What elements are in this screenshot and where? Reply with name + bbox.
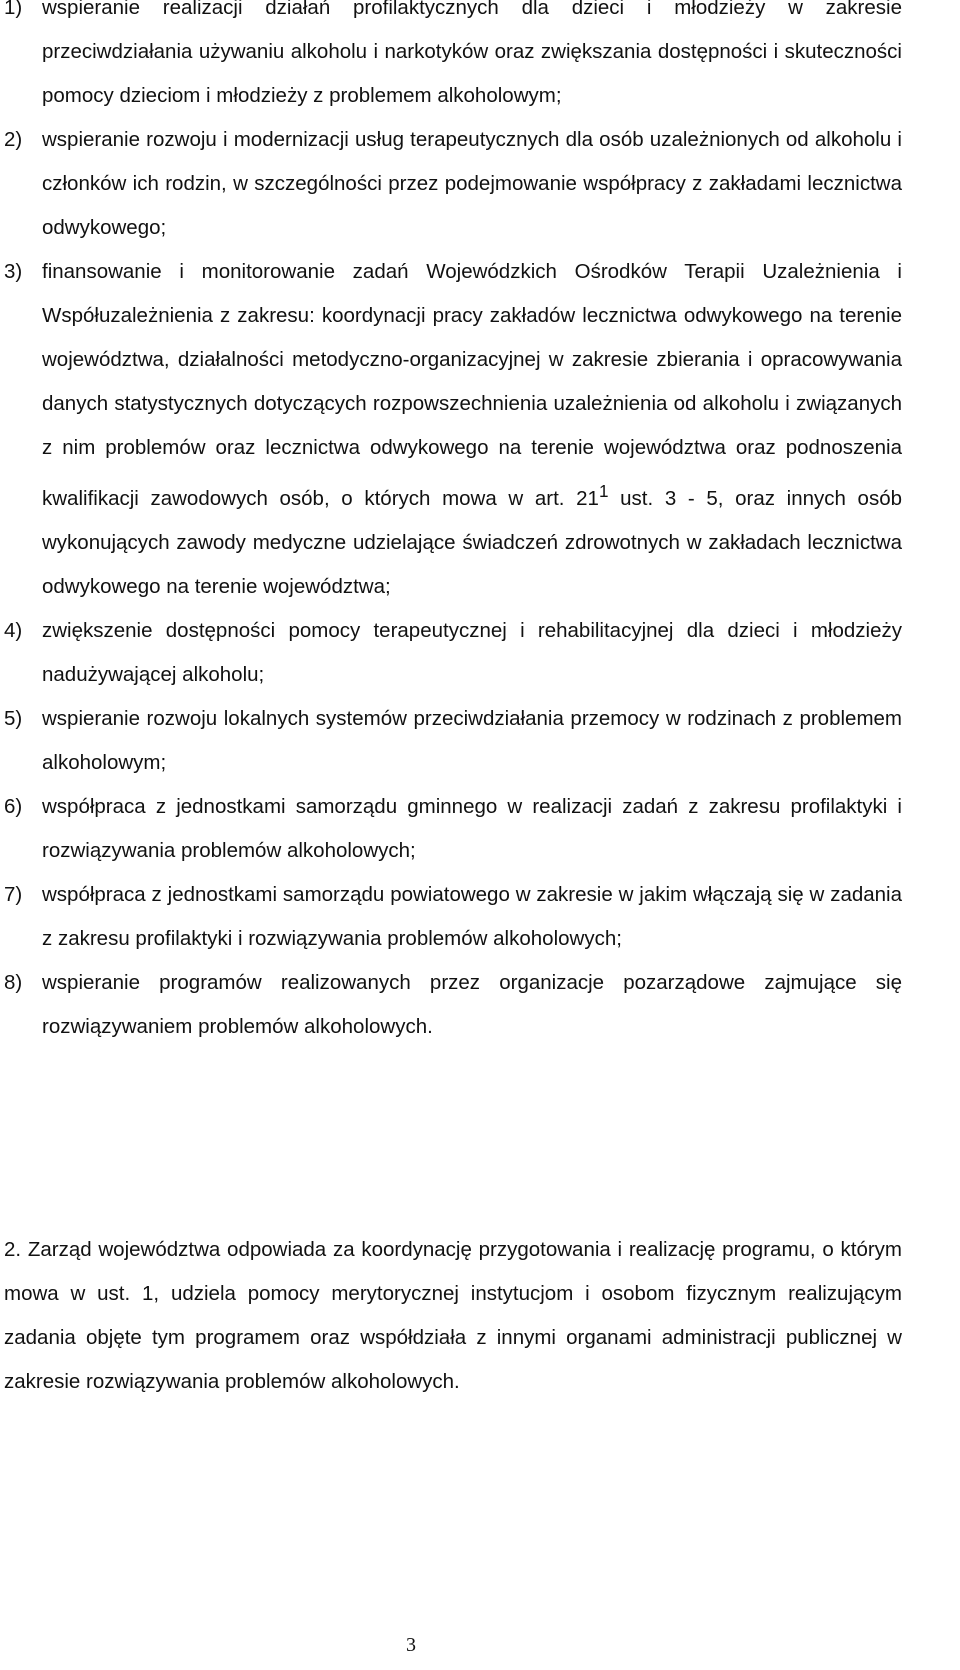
item-text-part: finansowanie i monitorowanie zadań Wojewódzkich Ośrodków Terapii Uzależnienia i Współuzależnienia z zakresu: koordynacji pracy zakładów lecznictwa odwykowego na terenie województwa, działalności metodyczno-organizacyjnej w zakresie zbierania i opracowywania danych statystycznych dotyczących rozpowszechnienia uzależnienia od alkoholu i związanych z nim problemów oraz lecznictwa odwykowego na terenie województwa oraz podnoszenia kwalifikacji zawodowych osób, o których mowa w art. 21 — [42, 260, 902, 510]
item-number: 2) — [4, 128, 23, 151]
item-text — [42, 250, 902, 609]
task-list — [4, 0, 902, 1049]
list-item — [4, 250, 902, 609]
item-text: wspieranie rozwoju lokalnych systemów przeciwdziałania przemocy w rodzinach z problemem alkoholowym; — [42, 706, 902, 774]
item-text-part: ust. 3 - 5, oraz innych osób wykonujących zawody medyczne udzielające świadczeń zdrowotnych w zakładach lecznictwa odwykowego na terenie województwa; — [42, 486, 903, 598]
item-number: 5) — [4, 706, 23, 730]
item-text: zwiększenie dostępności pomocy terapeutycznej i rehabilitacyjnej dla dzieci i młodzieży nadużywającej alkoholu; — [42, 618, 902, 686]
item-number: 7) — [4, 882, 23, 906]
list-item — [4, 118, 902, 250]
item-number: 1) — [4, 0, 23, 19]
item-text: wspieranie programów realizowanych przez organizacje pozarządowe zajmujące się rozwiązywaniem problemów alkoholowych. — [42, 970, 902, 1038]
list-item — [4, 0, 902, 118]
item-text: współpraca z jednostkami samorządu gminnego w realizacji zadań z zakresu profilaktyki i rozwiązywania problemów alkoholowych; — [42, 794, 902, 862]
list-item — [4, 785, 902, 873]
page-number: 3 — [406, 1634, 416, 1656]
item-number: 3) — [4, 260, 23, 283]
item-number: 4) — [4, 618, 23, 642]
list-item — [4, 609, 902, 697]
paragraph: 2. Zarząd województwa odpowiada za koordynację przygotowania i realizację programu, o którym mowa w ust. 1, udziela pomocy merytorycznej instytucjom i osobom fizycznym realizującym zadania objęte tym programem oraz współdziała z innymi organami administracji publicznej w zakresie rozwiązywania problemów alkoholowych. — [4, 1238, 902, 1393]
item-text: wspieranie realizacji działań profilaktycznych dla dzieci i młodzieży w zakresie przeciwdziałania używaniu alkoholu i narkotyków oraz zwiększania dostępności i skuteczności pomocy dzieciom i młodzieży z problemem alkoholowym; — [42, 0, 902, 107]
list-item — [4, 961, 902, 1049]
list-item — [4, 697, 902, 785]
item-text: współpraca z jednostkami samorządu powiatowego w zakresie w jakim włączają się w zadania z zakresu profilaktyki i rozwiązywania problemów alkoholowych; — [42, 882, 902, 950]
item-number: 6) — [4, 794, 23, 818]
item-text: wspieranie rozwoju i modernizacji usług terapeutycznych dla osób uzależnionych od alkoholu i członków ich rodzin, w szczególności przez podejmowanie współpracy z zakładami lecznictwa odwykowego; — [42, 128, 902, 239]
item-number: 8) — [4, 970, 23, 994]
superscript: 1 — [598, 482, 609, 501]
list-item — [4, 873, 902, 961]
